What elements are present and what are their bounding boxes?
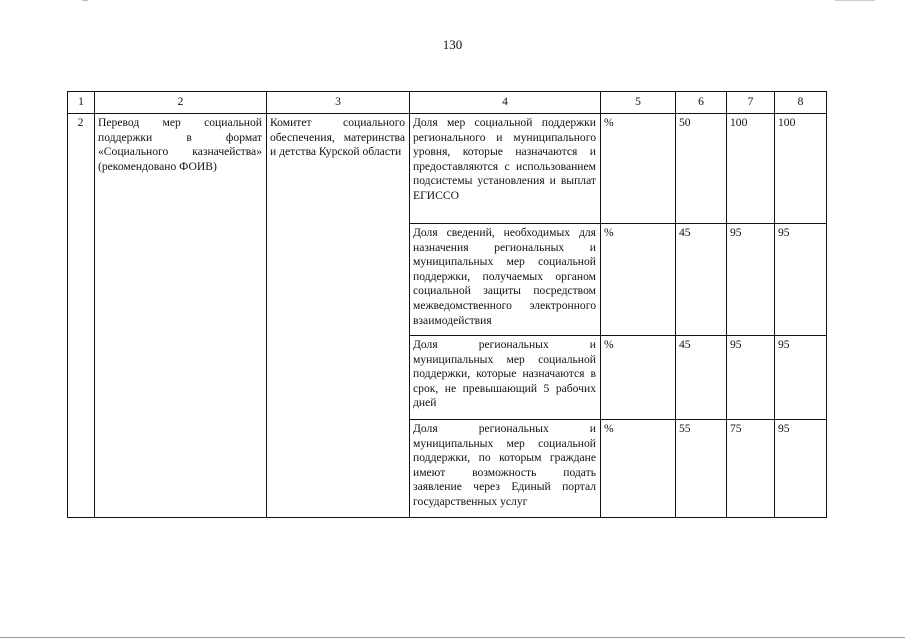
indicator-text: Доля сведений, необходимых для назначения региональных и муниципальных мер социальной поддержки, получаемых органом социальной защиты посредством межведомственного электронного взаимодействия xyxy=(410,224,601,336)
value-cell: 95 xyxy=(727,336,775,420)
header-row xyxy=(68,92,827,114)
value-cell: 100 xyxy=(775,114,827,224)
unit-cell: % xyxy=(601,420,676,518)
value-cell: 95 xyxy=(727,224,775,336)
indicator-text: Доля региональных и муниципальных мер социальной поддержки, которые назначаются в срок, не превышающий 5 рабочих дней xyxy=(410,336,601,420)
column-header: 1 xyxy=(68,92,95,114)
value-cell: 95 xyxy=(775,420,827,518)
value-cell: 95 xyxy=(775,224,827,336)
page-number: 130 xyxy=(442,37,463,52)
page-edge-line xyxy=(0,637,905,638)
column-header: 6 xyxy=(676,92,727,114)
value-cell: 50 xyxy=(676,114,727,224)
measures-table xyxy=(67,91,827,518)
value-cell: 75 xyxy=(727,420,775,518)
value-cell: 45 xyxy=(676,224,727,336)
value-cell: 95 xyxy=(775,336,827,420)
column-header: 5 xyxy=(601,92,676,114)
value-cell: 100 xyxy=(727,114,775,224)
column-header: 3 xyxy=(267,92,410,114)
unit-cell: % xyxy=(601,114,676,224)
value-cell: 45 xyxy=(676,336,727,420)
scan-mark xyxy=(82,0,88,1)
value-cell: 55 xyxy=(676,420,727,518)
measure-cell: Перевод мер социальной поддержки в формат «Социального казначейства» (рекомендовано ФОИВ) xyxy=(95,114,267,518)
column-header: 8 xyxy=(775,92,827,114)
column-header: 7 xyxy=(727,92,775,114)
scan-mark xyxy=(835,0,875,1)
row-number: 2 xyxy=(68,114,95,518)
table-row xyxy=(68,114,827,224)
responsible-cell: Комитет социального обеспечения, материнства и детства Курской области xyxy=(267,114,410,518)
column-header: 2 xyxy=(95,92,267,114)
indicator-text: Доля региональных и муниципальных мер социальной поддержки, по которым граждане имеют возможность подать заявление через Единый портал государственных услуг xyxy=(410,420,601,518)
unit-cell: % xyxy=(601,224,676,336)
column-header: 4 xyxy=(410,92,601,114)
indicator-text: Доля мер социальной поддержки регионального и муниципального уровня, которые назначаются и предоставляются с использованием подсистемы установления и выплат ЕГИССО xyxy=(410,114,601,224)
unit-cell: % xyxy=(601,336,676,420)
